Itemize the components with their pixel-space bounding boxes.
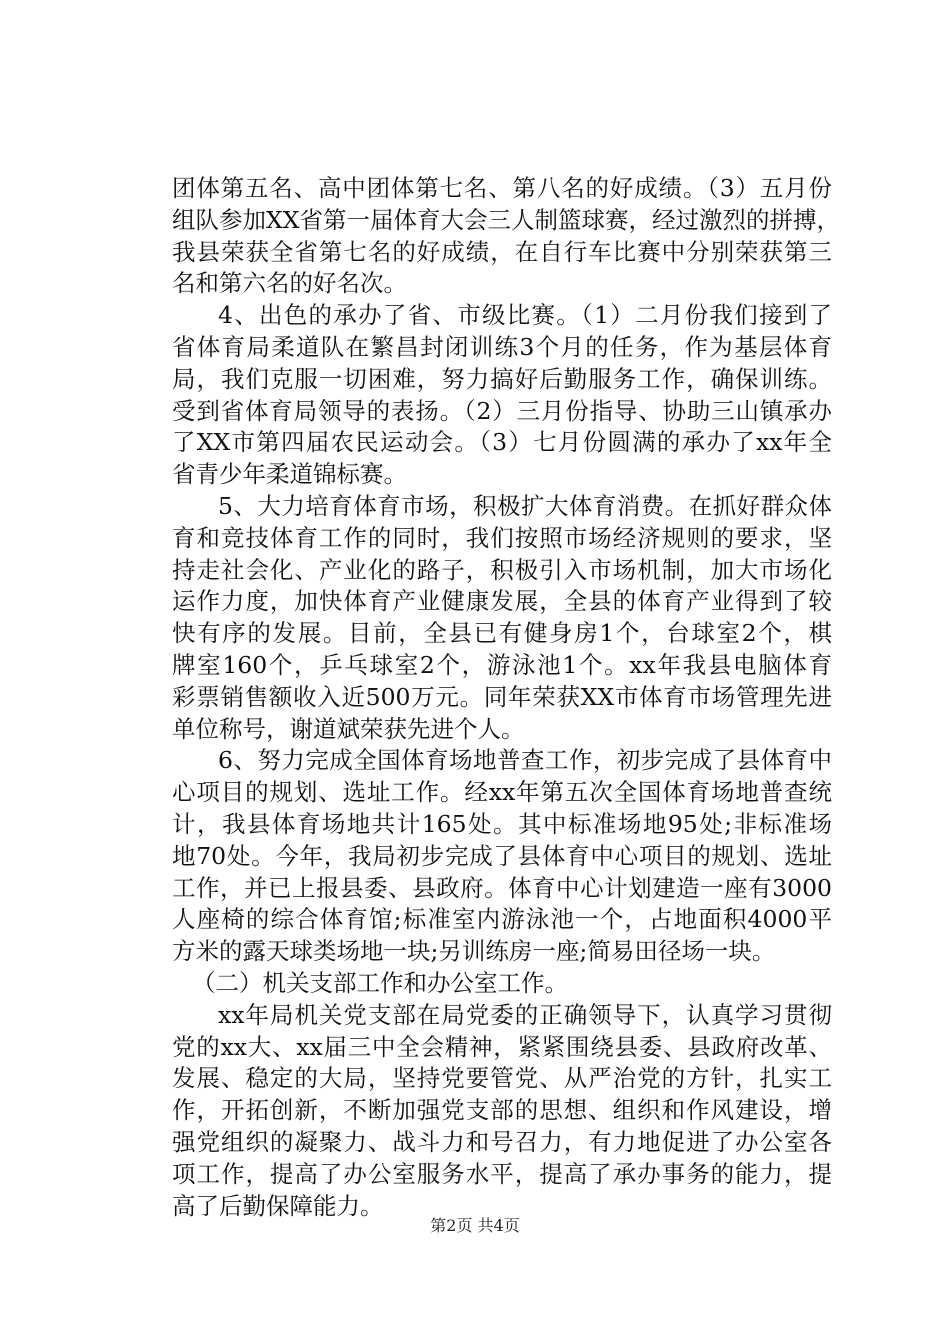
text-line: 单位称号，谢道斌荣获先进个人。: [172, 714, 525, 743]
text-line: xx年局机关党支部在局党委的正确领导下，认真学习贯彻: [218, 1000, 832, 1029]
text-line: 省青少年柔道锦标赛。: [172, 460, 407, 489]
text-line: 发展、稳定的大局，坚持党要管党、从严治党的方针，扎实工: [172, 1064, 832, 1093]
text-line: 方米的露天球类场地一块;另训练房一座;简易田径场一块。: [172, 937, 776, 966]
text-line: 计，我县体育场地共计165处。其中标准场地95处;非标准场: [172, 809, 832, 838]
text-line: 人座椅的综合体育馆;标准室内游泳池一个，占地面积4000平: [172, 905, 832, 934]
text-line: 5、大力培育体育市场，积极扩大体育消费。在抓好群众体: [218, 491, 832, 520]
text-line: 局，我们克服一切困难，努力搞好后勤服务工作，确保训练。: [172, 364, 832, 393]
text-line: 地70处。今年，我局初步完成了县体育中心项目的规划、选址: [172, 841, 832, 870]
text-line: 党的xx大、xx届三中全会精神，紧紧围绕县委、县政府改革、: [172, 1032, 832, 1061]
text-line: 心项目的规划、选址工作。经xx年第五次全国体育场地普查统: [172, 778, 832, 807]
text-line: 我县荣获全省第七名的好成绩，在自行车比赛中分别荣获第三: [172, 237, 832, 266]
text-line: 6、努力完成全国体育场地普查工作，初步完成了县体育中: [218, 746, 832, 775]
text-line: 省体育局柔道队在繁昌封闭训练3个月的任务，作为基层体育: [172, 332, 832, 361]
text-line: 了XX市第四届农民运动会。（3）七月份圆满的承办了xx年全: [172, 428, 832, 457]
text-line: 受到省体育局领导的表扬。（2）三月份指导、协助三山镇承办: [172, 396, 832, 425]
text-line: 强党组织的凝聚力、战斗力和号召力，有力地促进了办公室各: [172, 1127, 832, 1156]
text-line: 持走社会化、产业化的路子，积极引入市场机制，加大市场化: [172, 555, 832, 584]
page-footer: 第2页 共4页: [430, 1216, 520, 1235]
text-line: 工作，并已上报县委、县政府。体育中心计划建造一座有3000: [172, 873, 832, 902]
text-line: 名和第六名的好名次。: [172, 269, 407, 298]
text-line: 快有序的发展。目前，全县已有健身房1个，台球室2个，棋: [172, 619, 832, 648]
text-line: 高了后勤保障能力。: [172, 1191, 384, 1220]
text-line: 4、出色的承办了省、市级比赛。（1）二月份我们接到了: [218, 301, 832, 330]
text-line: 育和竞技体育工作的同时，我们按照市场经济规则的要求，坚: [172, 523, 832, 552]
text-line: 项工作，提高了办公室服务水平，提高了承办事务的能力，提: [172, 1159, 832, 1188]
text-line: 组队参加XX省第一届体育大会三人制篮球赛，经过激烈的拼搏，: [172, 205, 840, 234]
section-heading: （二）机关支部工作和办公室工作。: [192, 968, 568, 997]
text-line: 作，开拓创新，不断加强党支部的思想、组织和作风建设，增: [172, 1096, 832, 1125]
text-line: 彩票销售额收入近500万元。同年荣获XX市体育市场管理先进: [172, 682, 832, 711]
document-body: [172, 173, 840, 1222]
text-line: 团体第五名、高中团体第七名、第八名的好成绩。（3）五月份: [172, 174, 832, 202]
text-line: 牌室160个，乒乓球室2个，游泳池1个。xx年我县电脑体育: [172, 650, 832, 679]
text-line: 运作力度，加快体育产业健康发展，全县的体育产业得到了较: [172, 587, 832, 616]
